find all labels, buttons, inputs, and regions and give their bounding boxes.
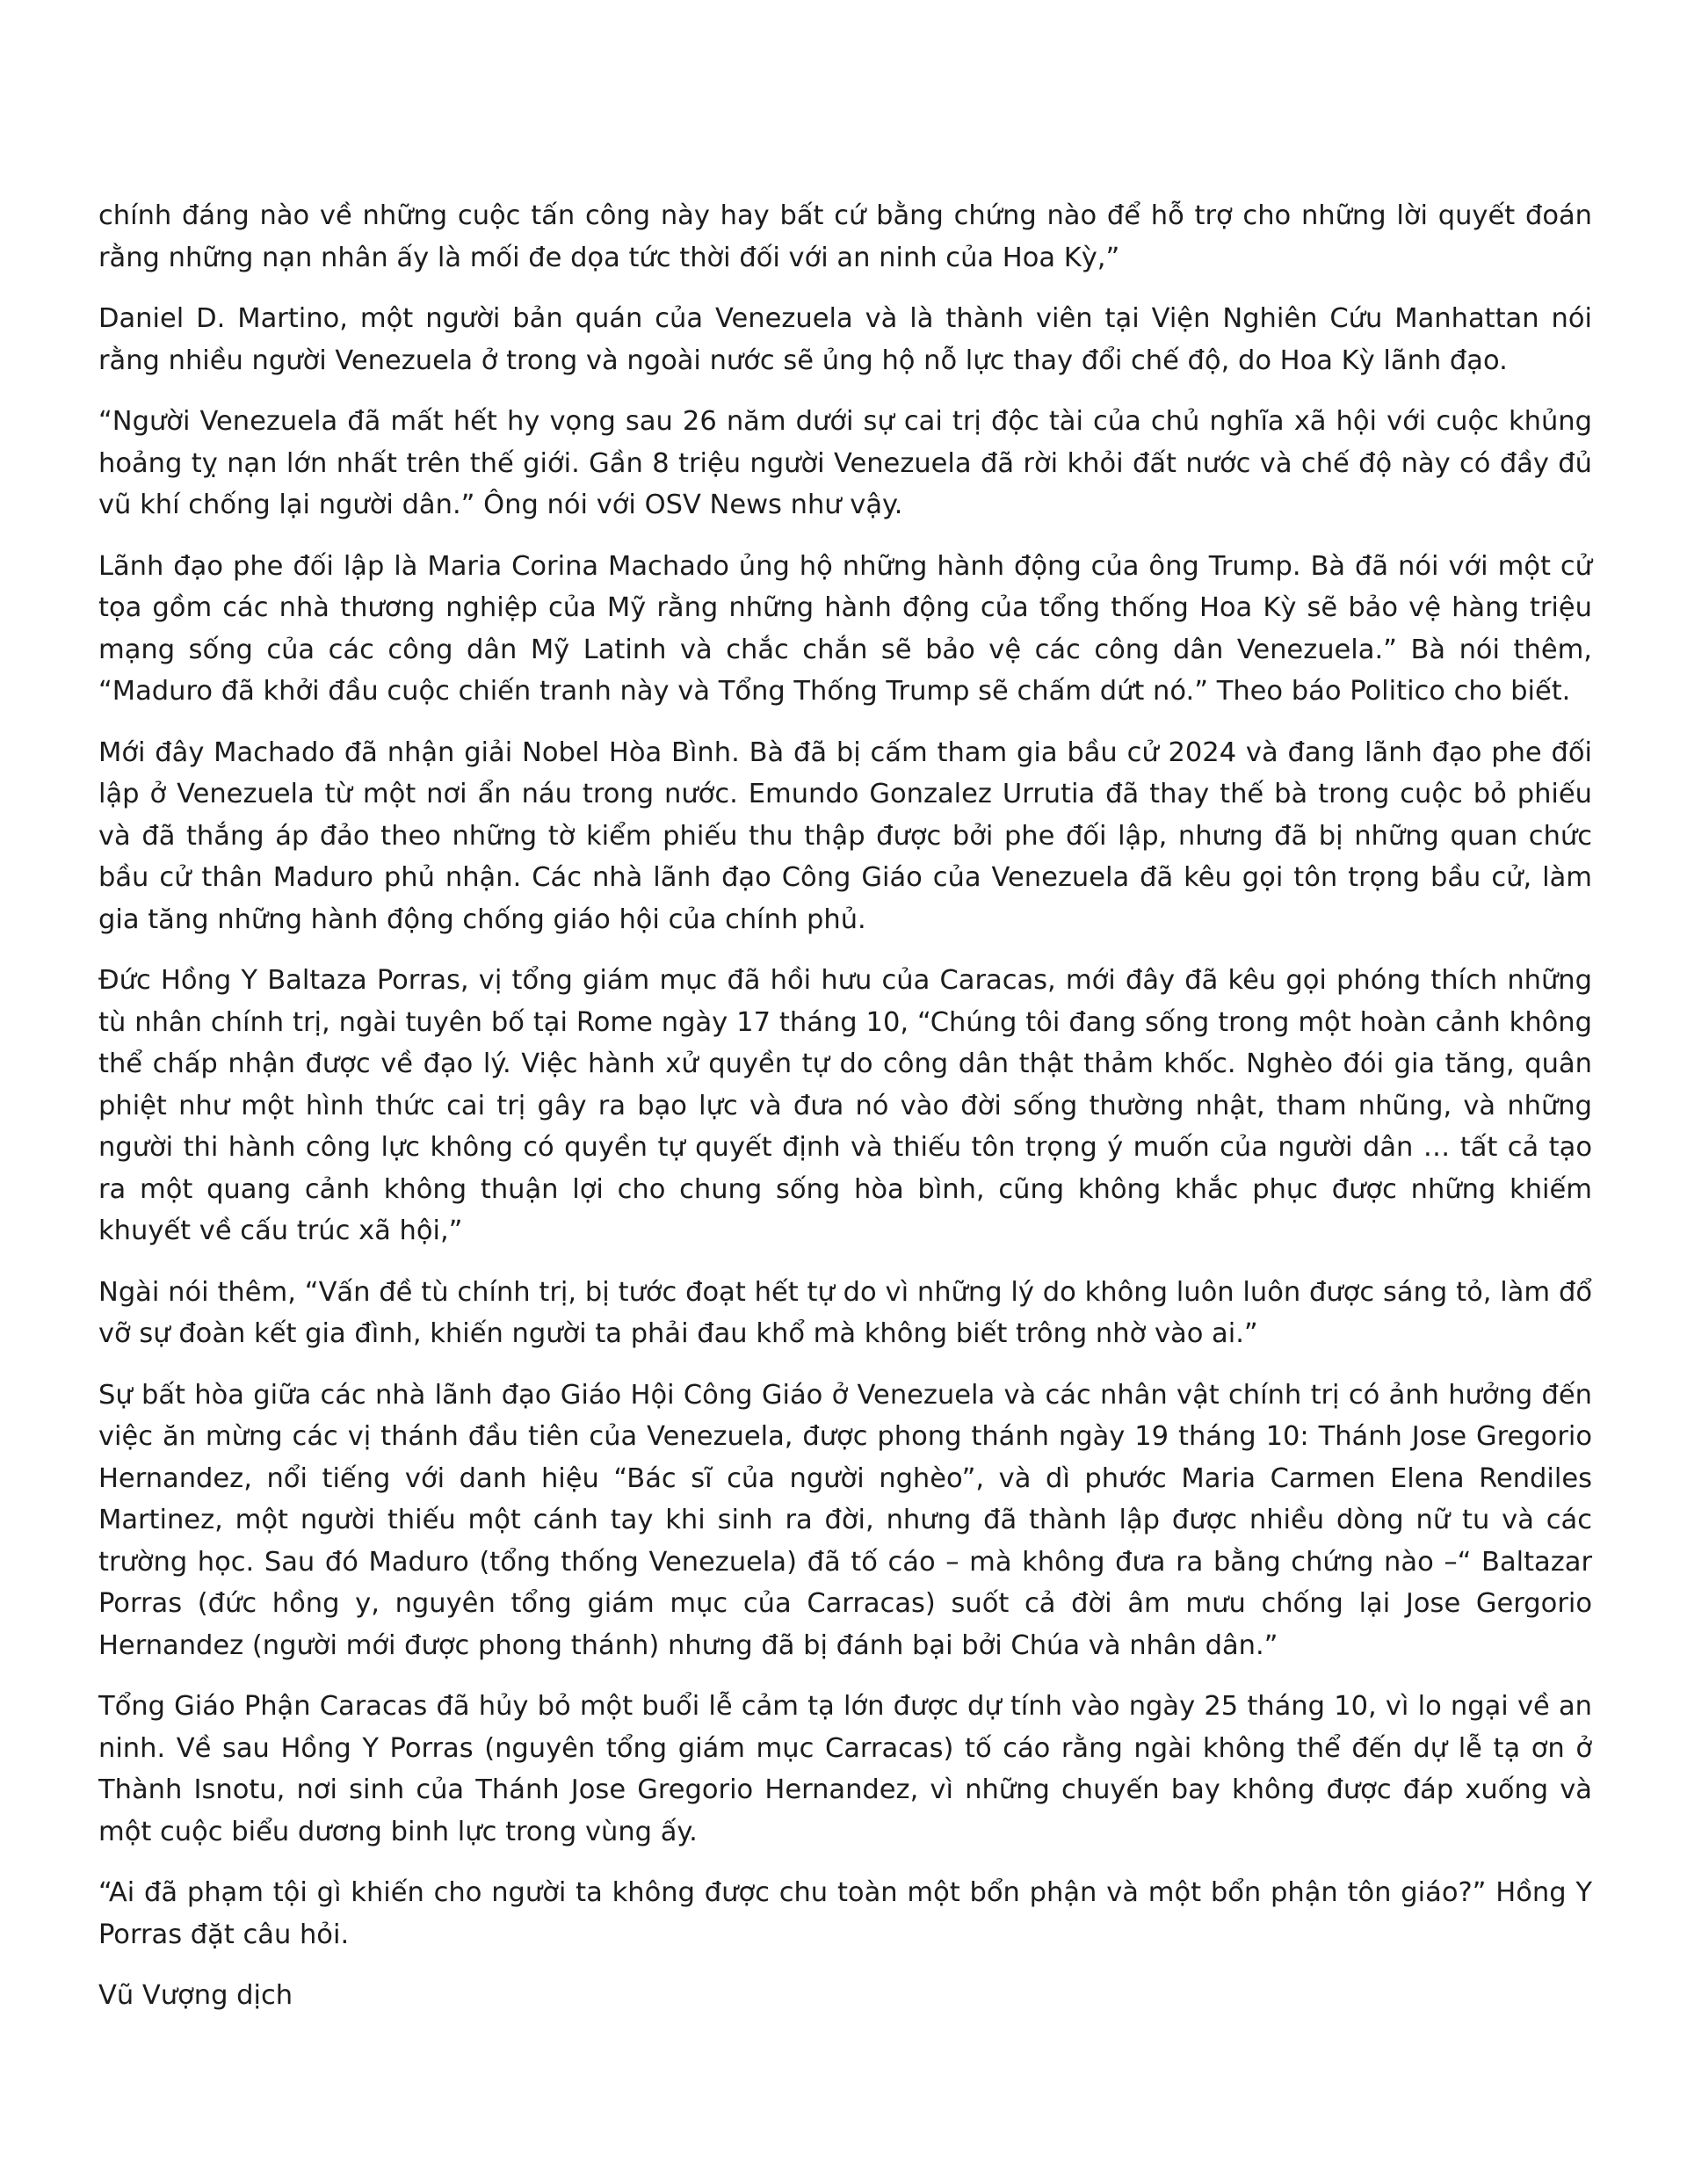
paragraph: Đức Hồng Y Baltaza Porras, vị tổng giám mục đã hồi hưu của Caracas, mới đây đã kêu gọi phóng thích những tù nhân chính trị, ngài tuyên bố tại Rome ngày 17 tháng 10, “Chúng tôi đang sống trong một hoàn cảnh không thể chấp nhận được về đạo lý. Việc hành xử quyền tự do công dân thật thảm khốc. Nghèo đói gia tăng, quân phiệt như một hình thức cai trị gây ra bạo lực và đưa nó vào đời sống thường nhật, tham nhũng, và những người thi hành công lực không có quyền tự quyết định và thiếu tôn trọng ý muốn của người dân … tất cả tạo ra một quang cảnh không thuận lợi cho chung sống hòa bình, cũng không khắc phục được những khiếm khuyết về cấu trúc xã hội,”	[98, 965, 1592, 1246]
paragraph: Sự bất hòa giữa các nhà lãnh đạo Giáo Hội Công Giáo ở Venezuela và các nhân vật chính trị có ảnh hưởng đến việc ăn mừng các vị thánh đầu tiên của Venezuela, được phong thánh ngày 19 tháng 10: Thánh Jose Gregorio Hernandez, nổi tiếng với danh hiệu “Bác sĩ của người nghèo”, và dì phước Maria Carmen Elena Rendiles Martinez, một người thiếu một cánh tay khi sinh ra đời, nhưng đã thành lập được nhiều dòng nữ tu và các trường học. Sau đó Maduro (tổng thống Venezuela) đã tố cáo – mà không đưa ra bằng chứng nào –“ Baltazar Porras (đức hồng y, nguyên tổng giám mục của Carracas) suốt cả đời âm mưu chống lại Jose Gergorio Hernandez (người mới được phong thánh) nhưng đã bị đánh bại bởi Chúa và nhân dân.”	[98, 1379, 1592, 1661]
translator-signature: Vũ Vượng dịch	[98, 1980, 293, 2011]
paragraph: Ngài nói thêm, “Vấn đề tù chính trị, bị tước đoạt hết tự do vì những lý do không luôn luôn được sáng tỏ, làm đổ vỡ sự đoàn kết gia đình, khiến người ta phải đau khổ mà không biết trông nhờ vào ai.”	[98, 1276, 1592, 1349]
paragraph: Tổng Giáo Phận Caracas đã hủy bỏ một buổi lễ cảm tạ lớn được dự tính vào ngày 25 tháng 10, vì lo ngại về an ninh. Về sau Hồng Y Porras (nguyên tổng giám mục Carracas) tố cáo rằng ngài không thể đến dự lễ tạ ơn ở Thành Isnotu, nơi sinh của Thánh Jose Gregorio Hernandez, vì những chuyến bay không được đáp xuống và một cuộc biểu dương binh lực trong vùng ấy.	[98, 1691, 1592, 1847]
paragraph: chính đáng nào về những cuộc tấn công này hay bất cứ bằng chứng nào để hỗ trợ cho những lời quyết đoán rằng những nạn nhân ấy là mối đe dọa tức thời đối với an ninh của Hoa Kỳ,”	[98, 200, 1592, 273]
paragraph: Lãnh đạo phe đối lập là Maria Corina Machado ủng hộ những hành động của ông Trump. Bà đã nói với một cử tọa gồm các nhà thương nghiệp của Mỹ rằng những hành động của tổng thống Hoa Kỳ sẽ bảo vệ hàng triệu mạng sống của các công dân Mỹ Latinh và chắc chắn sẽ bảo vệ các công dân Venezuela.” Bà nói thêm, “Maduro đã khởi đầu cuộc chiến tranh này và Tổng Thống Trump sẽ chấm dứt nó.” Theo báo Politico cho biết.	[98, 550, 1592, 707]
document-body	[98, 195, 1592, 2036]
paragraph: “Người Venezuela đã mất hết hy vọng sau 26 năm dưới sự cai trị độc tài của chủ nghĩa xã hội với cuộc khủng hoảng tỵ nạn lớn nhất trên thế giới. Gần 8 triệu người Venezuela đã rời khỏi đất nước và chế độ này có đầy đủ vũ khí chống lại người dân.” Ông nói với OSV News như vậy.	[98, 406, 1592, 520]
paragraph: “Ai đã phạm tội gì khiến cho người ta không được chu toàn một bổn phận và một bổn phận tôn giáo?” Hồng Y Porras đặt câu hỏi.	[98, 1877, 1592, 1950]
paragraph: Daniel D. Martino, một người bản quán của Venezuela và là thành viên tại Viện Nghiên Cứu Manhattan nói rằng nhiều người Venezuela ở trong và ngoài nước sẽ ủng hộ nỗ lực thay đổi chế độ, do Hoa Kỳ lãnh đạo.	[98, 303, 1592, 376]
paragraph: Mới đây Machado đã nhận giải Nobel Hòa Bình. Bà đã bị cấm tham gia bầu cử 2024 và đang lãnh đạo phe đối lập ở Venezuela từ một nơi ẩn náu trong nước. Emundo Gonzalez Urrutia đã thay thế bà trong cuộc bỏ phiếu và đã thắng áp đảo theo những tờ kiểm phiếu thu thập được bởi phe đối lập, nhưng đã bị những quan chức bầu cử thân Maduro phủ nhận. Các nhà lãnh đạo Công Giáo của Venezuela đã kêu gọi tôn trọng bầu cử, làm gia tăng những hành động chống giáo hội của chính phủ.	[98, 736, 1592, 935]
